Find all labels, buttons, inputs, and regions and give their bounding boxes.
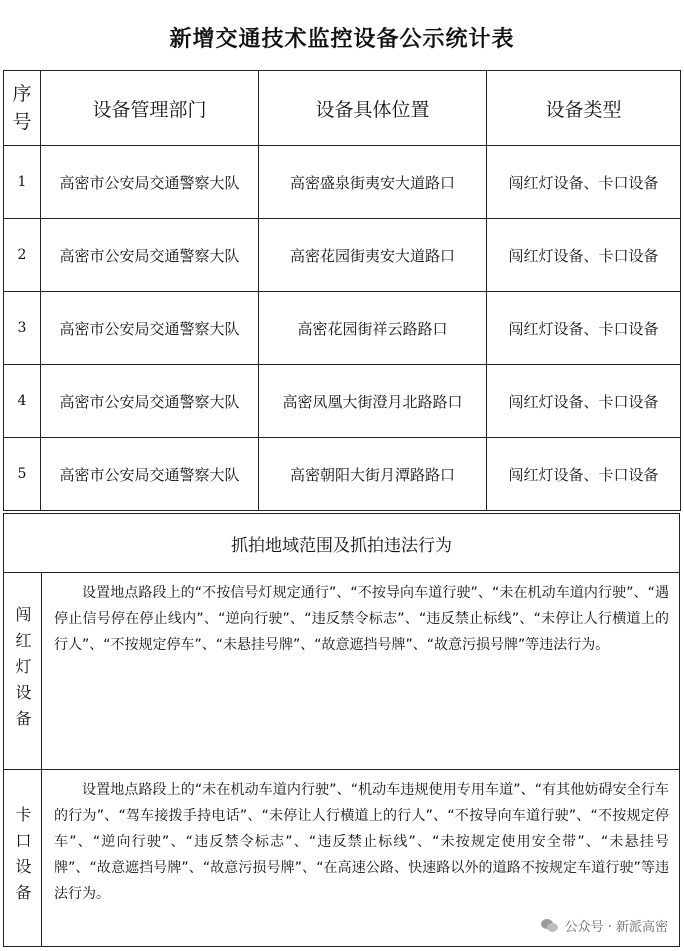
- watermark: [537, 914, 672, 937]
- row-dept: 高密市公安局交通警察大队: [41, 219, 259, 292]
- table-row: [4, 438, 681, 511]
- row-type: 闯红灯设备、卡口设备: [487, 365, 681, 438]
- row-dept: 高密市公安局交通警察大队: [41, 292, 259, 365]
- table-row: [4, 292, 681, 365]
- device-table: [3, 70, 681, 511]
- row-num: 5: [4, 438, 41, 511]
- row-location: 高密花园街祥云路路口: [259, 292, 487, 365]
- header-location: 设备具体位置: [259, 71, 487, 146]
- row-num: 4: [4, 365, 41, 438]
- table-row: [4, 365, 681, 438]
- row-num: 1: [4, 146, 41, 219]
- checkpoint-label-cell: [4, 769, 42, 946]
- row-type: 闯红灯设备、卡口设备: [487, 219, 681, 292]
- row-location: 高密盛泉街夷安大道路口: [259, 146, 487, 219]
- row-type: 闯红灯设备、卡口设备: [487, 438, 681, 511]
- red-light-label-cell: [4, 572, 42, 769]
- red-light-label: 闯红灯设备: [13, 605, 32, 736]
- row-type: 闯红灯设备、卡口设备: [487, 292, 681, 365]
- header-seq: [4, 71, 41, 146]
- header-dept: 设备管理部门: [41, 71, 259, 146]
- row-dept: 高密市公安局交通警察大队: [41, 438, 259, 511]
- header-seq-char-2: 号: [12, 111, 32, 133]
- row-type: 闯红灯设备、卡口设备: [487, 146, 681, 219]
- header-type: 设备类型: [487, 71, 681, 146]
- row-dept: 高密市公安局交通警察大队: [41, 365, 259, 438]
- watermark-text: 公众号 · 新派高密: [564, 920, 668, 935]
- row-num: 3: [4, 292, 41, 365]
- row-location: 高密朝阳大街月潭路路口: [259, 438, 487, 511]
- row-location: 高密花园街夷安大道路口: [259, 219, 487, 292]
- row-num: 2: [4, 219, 41, 292]
- table-header-row: [4, 71, 681, 146]
- row-location: 高密凤凰大街澄月北路路口: [259, 365, 487, 438]
- wechat-icon: [541, 917, 559, 935]
- red-light-block: [3, 572, 680, 770]
- section-title: 抓拍地域范围及抓拍违法行为: [3, 513, 680, 573]
- checkpoint-label: 卡口设备: [13, 805, 32, 910]
- row-dept: 高密市公安局交通警察大队: [41, 146, 259, 219]
- page-title: 新增交通技术监控设备公示统计表: [169, 26, 515, 52]
- checkpoint-violations: 设置地点路段上的“未在机动车道内行驶”、“机动车违规使用专用车道”、“有其他妨碍安全行车的行为”、“驾车接拨手持电话”、“未停让人行横道上的行人”、“不按导向车道行驶”、“不按规定停车”、“逆向行驶”、“违反禁令标志”、“违反禁止标线”、“未按规定使用安全带”、“未悬挂号牌”、“故意遮挡号牌”、“故意污损号牌”、“在高速公路、快速路以外的道路不按规定车道行驶”等违法行为。: [54, 782, 669, 902]
- table-row: [4, 219, 681, 292]
- table-row: [4, 146, 681, 219]
- red-light-violations: 设置地点路段上的“不按信号灯规定通行”、“不按导向车道行驶”、“未在机动车道内行驶”、“遇停止信号停在停止线内”、“逆向行驶”、“违反禁令标志”、“违反禁止标线”、“未停让人行横道上的行人”、“不按规定停车”、“未悬挂号牌”、“故意遮挡号牌”、“故意污损号牌”等违法行为。: [54, 585, 669, 653]
- header-seq-char-1: 序: [12, 83, 32, 105]
